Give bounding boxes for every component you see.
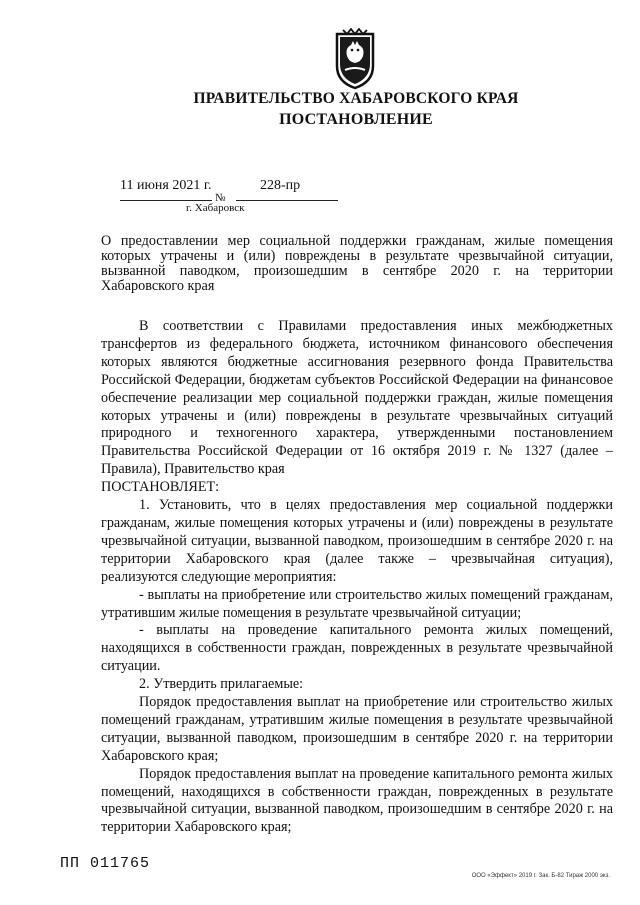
document-type: ПОСТАНОВЛЕНИЕ [279,111,433,128]
document-place: г. Хабаровск [186,202,245,214]
paragraph-bullet-1: - выплаты на приобретение или строительство жилых помещений гражданам, утратившим жилые помещения в результате чрезвычайной ситуации; [101,586,613,621]
government-title: ПРАВИТЕЛЬСТВО ХАБАРОВСКОГО КРАЯ [193,90,519,107]
paragraph-item-2: 2. Утвердить прилагаемые: [139,676,304,693]
document-body [101,318,613,837]
document-title: О предоставлении мер социальной поддержки гражданам, жилые помещения которых утрачены и (или) повреждены в результате чрезвычайной ситуации, вызванной паводком, произошедшим в сентябре 2020 г. на территории Хабаровского края [101,233,613,294]
document-number: 228-пр [260,178,301,193]
print-info: ООО «Эффект» 2019 г. Зак. Б-82 Тираж 2000 экз. [471,873,610,879]
form-serial-number: ПП 011765 [60,855,151,872]
paragraph-resolves: ПОСТАНОВЛЯЕТ: [101,479,220,496]
number-label: № [215,192,226,204]
date-underline [120,200,212,201]
paragraph-bullet-2: - выплаты на проведение капитального ремонта жилых помещений, находящихся в собственности граждан, поврежденных в результате чрезвычайной ситуации. [101,622,613,675]
paragraph-procedure-2: Порядок предоставления выплат на проведение капитального ремонта жилых помещений, находящихся в собственности граждан, поврежденных в результате чрезвычайной ситуации, вызванной паводком, произошедшим в сентябре 2020 г. на территории Хабаровского края; [101,765,613,836]
coat-of-arms-emblem [331,28,379,90]
paragraph-procedure-1: Порядок предоставления выплат на приобретение или строительство жилых помещений гражданам, утратившим жилые помещения в результате чрезвычайной ситуации, вызванной паводком, произошедшим в сентябре 2020 г. на территории Хабаровского края; [101,694,613,764]
document-date: 11 июня 2021 г. [120,178,212,193]
paragraph-item-1: 1. Установить, что в целях предоставления мер социальной поддержки гражданам, жилые помещения которых утрачены и (или) повреждены в результате чрезвычайной ситуации, вызванной паводком, произошедшим в сентябре 2020 г. на территории Хабаровского края (далее также – чрезвычайная ситуация), реализуются следующие мероприятия: [101,497,613,585]
number-underline [236,200,338,201]
paragraph-preamble: В соответствии с Правилами предоставления иных межбюджетных трансфертов из федерального бюджета, источником финансового обеспечения которых являются бюджетные ассигнования резервного фонда Правительства Российской Федерации, бюджетам субъектов Российской Федерации на финансовое обеспечение реализации мер социальной поддержки граждан, жилые помещения которых утрачены и (или) повреждены в результате чрезвычайных ситуаций природного и техногенного характера, утвержденными постановлением Правительства Российской Федерации от 16 октября 2019 г. № 1327 (далее – Правила), Правительство края [101,318,613,478]
